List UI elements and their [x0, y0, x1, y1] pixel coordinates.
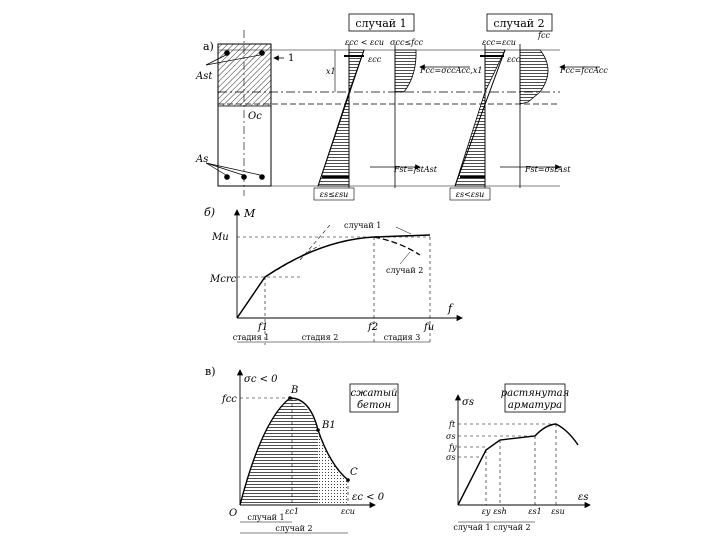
b-case1-label: случай 1 [344, 221, 382, 230]
m-axis-label: M [244, 207, 256, 220]
fu-label: fu [424, 322, 435, 333]
panel-d [446, 384, 626, 532]
point-b1 [316, 428, 320, 432]
fs2-label: Fst=σstAst [525, 165, 571, 174]
esh-label: εsh [493, 507, 507, 516]
esu-label: εsu [551, 507, 565, 516]
sigma-c-axis-label: σc < 0 [244, 374, 278, 385]
bottom-bar-right [259, 174, 265, 180]
ascending-area [240, 398, 292, 505]
steel-box-line1: растянутая [500, 388, 570, 399]
fc1-label: Fcc=σccAcc,x1 [420, 66, 483, 75]
stage2-label: стадия 2 [301, 333, 339, 342]
eps-c2-cond: εcc=εcu [482, 38, 516, 47]
case2-branch [374, 237, 420, 255]
point-c [346, 478, 350, 482]
case2-title: случай 2 [493, 17, 545, 30]
c-label: C [350, 467, 358, 478]
f-axis-label: f [448, 302, 453, 315]
top-bar-left [224, 50, 230, 56]
b1-label: B1 [322, 420, 336, 431]
peak-area [292, 398, 318, 505]
concrete-box-line2: бетон [356, 400, 392, 411]
point-b [288, 396, 292, 400]
secant-line [265, 245, 320, 277]
top-bar-right [259, 50, 265, 56]
c-case2-label: случай 2 [275, 524, 313, 533]
panel-a [195, 14, 608, 200]
stage1-label: стадия 1 [232, 333, 270, 342]
sigma-s-axis-label: σs [462, 397, 474, 408]
origin-label: O [229, 508, 238, 519]
b-case2-label: случай 2 [386, 266, 424, 275]
eps-s2-label: εs<εsu [455, 190, 485, 199]
as-leader-3 [206, 163, 260, 175]
eps-cu-label: εcu [341, 507, 355, 516]
concrete-box-bound: сжатый бетон [374, 413, 434, 422]
bottom-bar-left [224, 174, 230, 180]
ft-label: ft [449, 420, 456, 429]
mcrc-label: Mcrc [210, 274, 237, 285]
f2-label: f2 [368, 322, 379, 333]
eps-cc2-label: εcc [507, 55, 521, 64]
centroid-label: Oc [248, 111, 262, 122]
eps-s1-label: εs≤εsu [319, 190, 349, 199]
sigma-cond: σcc≤fcc [390, 38, 424, 47]
es1-label: εs1 [528, 507, 542, 516]
ey-label: εy [481, 507, 491, 516]
sigma-s2-label: σs [446, 453, 456, 462]
fy-label: fy [449, 443, 457, 452]
concrete-box-line1: сжатый [350, 388, 398, 399]
sigma-s-label: σs [446, 432, 456, 441]
eps-c1-cond: εcc < εcu [345, 38, 384, 47]
eps-s-axis-label: εs [578, 492, 589, 503]
panel-b-label: б) [204, 206, 216, 219]
as-leader-1 [206, 163, 226, 175]
d-case1-label: случай 1 [453, 523, 491, 532]
panel-b [204, 206, 462, 345]
pointer-1-label: 1 [288, 53, 295, 64]
as-leader-2 [206, 163, 243, 175]
strain-diagram-case1 [314, 38, 384, 200]
b-case2-leader [400, 252, 410, 264]
strain-diagram-case2 [450, 38, 521, 200]
x1-label: x1 [326, 67, 336, 76]
case1-title: случай 1 [355, 17, 407, 30]
f1-label: f1 [258, 322, 269, 333]
eps-cc1-label: εcc [368, 55, 382, 64]
fcc-top-label: fcc [538, 31, 550, 40]
stage3-label: стадия 3 [383, 333, 421, 342]
fc2-label: Fcc=fccAcc [560, 66, 608, 75]
eps-c-axis-label: εc < 0 [352, 492, 385, 503]
b-label: B [291, 385, 299, 396]
steel-box-line2: арматура [507, 400, 563, 411]
mu-label: Mu [212, 232, 229, 243]
d-case2-label: случай 2 [493, 523, 531, 532]
panel-a-label: а) [203, 40, 214, 53]
as-label: As [196, 154, 209, 165]
eps-c1-label: εc1 [285, 507, 299, 516]
fs1-label: Fst=fstAst [394, 165, 437, 174]
b-case1-leader [396, 227, 411, 234]
fcc-label: fcc [222, 394, 237, 405]
steel-box-bound: растянутая арматура [535, 413, 626, 422]
ast-label: Ast [196, 71, 213, 82]
panel-c-label: в) [205, 365, 216, 378]
c-case1-label: случай 1 [247, 513, 285, 522]
panel-c [205, 365, 433, 533]
